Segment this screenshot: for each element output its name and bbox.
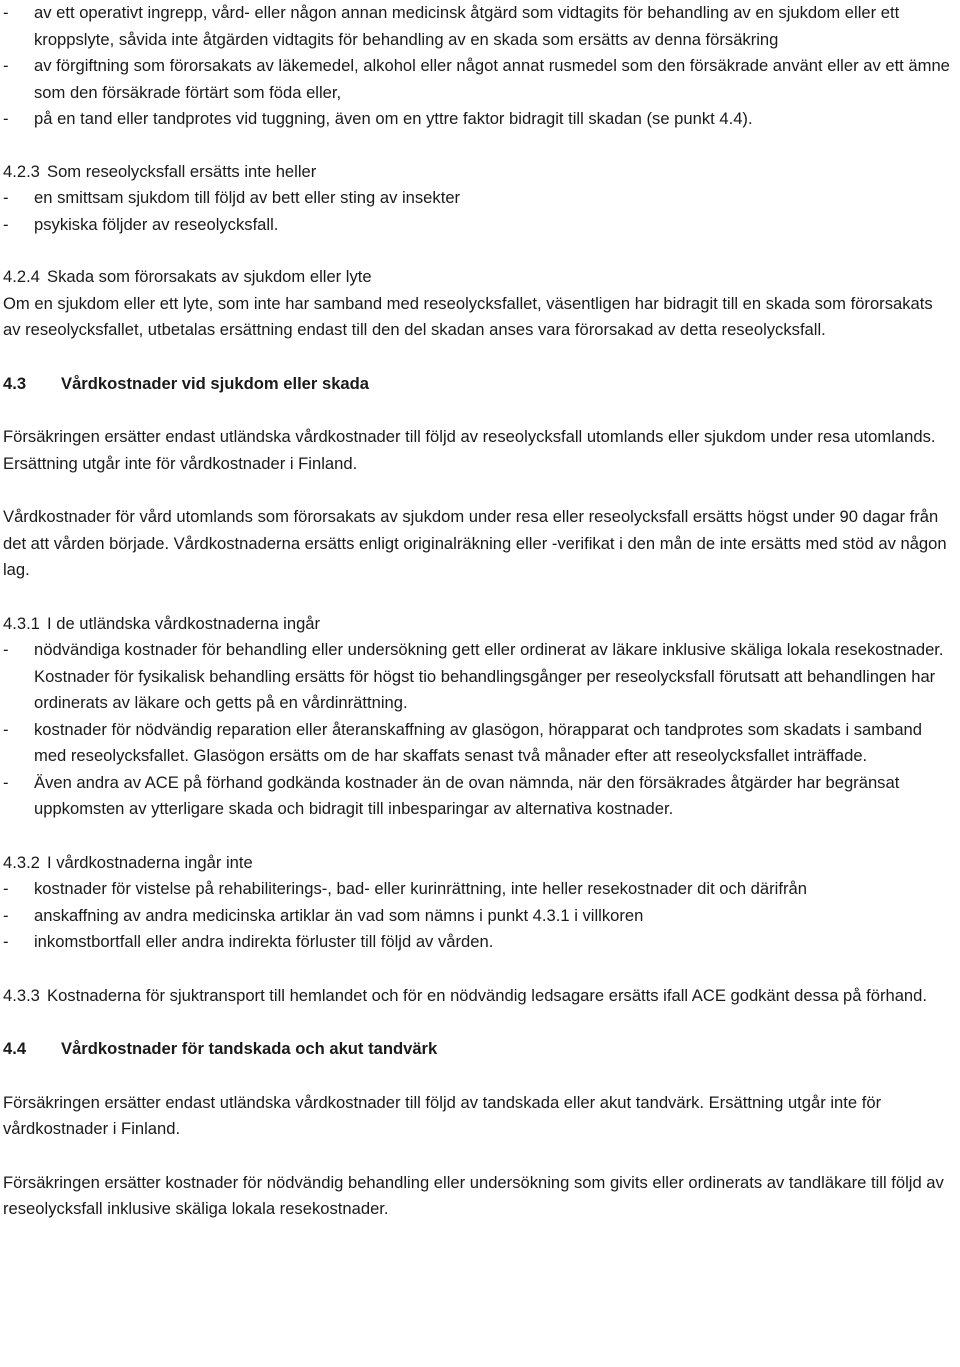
list-item-text: på en tand eller tandprotes vid tuggning, även om en yttre faktor bidragit till skadan (se punkt 4.4). <box>34 109 753 128</box>
list-item-text: kostnader för nödvändig reparation eller återanskaffning av glasögon, hörapparat och tandprotes som skadats i samband med reseolycksfallet. Glasögon ersätts om de har skaffats senast två månader efter att reseolycksfallet inträffade. <box>34 719 923 765</box>
section-title: Skada som förorsakats av sjukdom eller lyte <box>47 267 372 286</box>
paragraph: Vårdkostnader för vård utomlands som förorsakats av sjukdom under resa eller reseolycksfall ersätts högst under 90 dagar från det att vården började. Vårdkostnaderna ersätts enligt originalräkning eller -verifikat i den mån de inte ersätts med stöd av någon lag. <box>3 507 947 579</box>
section-number: 4.3 <box>3 373 27 393</box>
list-item <box>3 0 953 53</box>
list-item-text: av förgiftning som förorsakats av läkemedel, alkohol eller något annat rusmedel som den försäkrade använt eller av ett ämne som den försäkrade förtärt som föda eller, <box>34 56 950 102</box>
list-item <box>3 53 953 106</box>
list-item <box>3 212 953 239</box>
list-item-text: inkomstbortfall eller andra indirekta förluster till följd av vården. <box>34 932 494 951</box>
list-item-text: nödvändiga kostnader för behandling eller undersökning gett eller ordinerat av läkare inklusive skäliga lokala resekostnader. Kostnader för fysikalisk behandling ersätts för högst tio behandlingsgånger per reseolycksfall förutsatt att behandlingen har ordinerats av läkare och getts på en vårdinrättning. <box>34 640 944 712</box>
list-item <box>3 106 953 133</box>
bullet-dash: - <box>3 214 9 234</box>
paragraph: Om en sjukdom eller ett lyte, som inte har samband med reseolycksfallet, väsentligen har bidragit till en skada som förorsakats av reseolycksfallet, utbetalas ersättning endast till den del skadan anses vara förorsakad av detta reseolycksfall. <box>3 293 933 339</box>
bullet-dash: - <box>3 879 9 898</box>
subsection-431-heading <box>3 611 953 638</box>
subsection-432-heading <box>3 850 953 877</box>
list-item-text: anskaffning av andra medicinska artiklar än vad som nämns i punkt 4.3.1 i villkoren <box>34 905 644 925</box>
list-item-text: Även andra av ACE på förhand godkända kostnader än de ovan nämnda, när den försäkrades åtgärder har begränsat uppkomsten av ytterligare skada och bidragit till inbesparingar av alternativa kostnader. <box>34 772 900 818</box>
section-text: Kostnaderna för sjuktransport till hemlandet och för en nödvändig ledsagare ersätts ifall ACE godkänt dessa på förhand. <box>47 985 928 1005</box>
section-number: 4.2.3 <box>3 161 40 181</box>
section-number: 4.3.2 <box>3 852 40 872</box>
list-item-text: psykiska följder av reseolycksfall. <box>34 214 279 234</box>
list-item <box>3 770 953 823</box>
list-item-text: en smittsam sjukdom till följd av bett eller sting av insekter <box>34 188 461 207</box>
section-43-heading <box>3 371 953 398</box>
list-item <box>3 717 953 770</box>
section-44-heading <box>3 1036 953 1063</box>
bullet-dash: - <box>3 188 9 207</box>
subsection-433 <box>3 983 953 1010</box>
paragraph: Försäkringen ersätter kostnader för nödvändig behandling eller undersökning som givits eller ordinerats av tandläkare till följd av reseolycksfall inklusive skäliga lokala resekostnader. <box>3 1172 944 1218</box>
bullet-dash: - <box>3 905 9 925</box>
bullet-dash: - <box>3 932 9 951</box>
section-number: 4.3.3 <box>3 985 40 1005</box>
list-item-text: av ett operativt ingrepp, vård- eller någon annan medicinsk åtgärd som vidtagits för behandling av en sjukdom eller ett kroppslyte, såvida inte åtgärden vidtagits för behandling av en skada som ersätts av denna försäkring <box>34 3 900 49</box>
section-title: Vårdkostnader för tandskada och akut tandvärk <box>61 1039 438 1058</box>
list-item <box>3 903 953 930</box>
bullet-dash: - <box>3 3 9 22</box>
bullet-dash: - <box>3 109 9 128</box>
list-item <box>3 637 953 717</box>
section-title: Som reseolycksfall ersätts inte heller <box>47 161 317 181</box>
subsection-424-heading <box>3 264 953 291</box>
list-item <box>3 876 953 903</box>
list-item <box>3 929 953 956</box>
section-title: Vårdkostnader vid sjukdom eller skada <box>61 373 370 393</box>
bullet-dash: - <box>3 772 9 792</box>
list-item-text: kostnader för vistelse på rehabiliterings-, bad- eller kurinrättning, inte heller resekostnader dit och därifrån <box>34 879 807 898</box>
subsection-423-heading <box>3 159 953 186</box>
bullet-dash: - <box>3 640 9 659</box>
paragraph: Försäkringen ersätter endast utländska vårdkostnader till följd av reseolycksfall utomlands eller sjukdom under resa utomlands. Ersättning utgår inte för vårdkostnader i Finland. <box>3 427 936 473</box>
list-item <box>3 185 953 212</box>
section-number: 4.4 <box>3 1039 27 1058</box>
section-number: 4.3.1 <box>3 613 40 633</box>
section-title: I vårdkostnaderna ingår inte <box>47 852 253 872</box>
bullet-dash: - <box>3 719 9 739</box>
section-number: 4.2.4 <box>3 267 40 286</box>
section-title: I de utländska vårdkostnaderna ingår <box>47 613 321 633</box>
paragraph: Försäkringen ersätter endast utländska vårdkostnader till följd av tandskada eller akut tandvärk. Ersättning utgår inte för vårdkostnader i Finland. <box>3 1092 882 1138</box>
bullet-dash: - <box>3 56 9 75</box>
